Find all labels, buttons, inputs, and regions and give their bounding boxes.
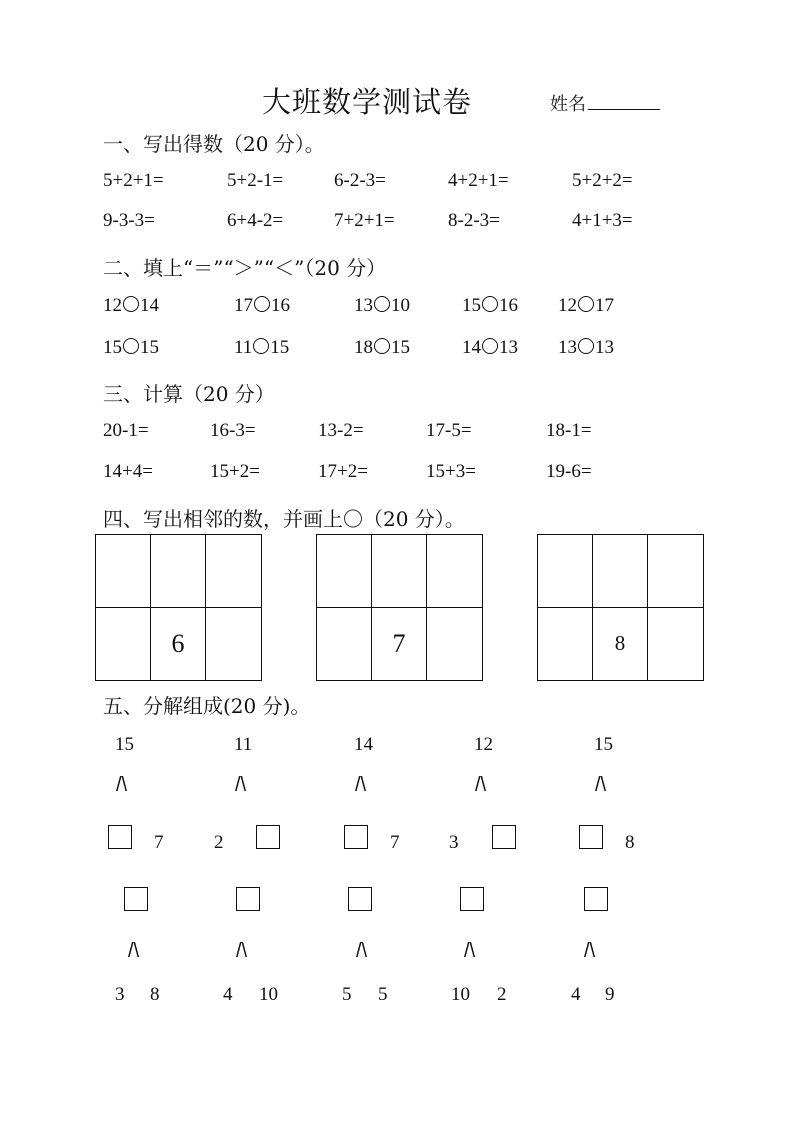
split-branch-icon: /\ [356,940,368,962]
total-number: 12 [474,734,493,755]
section-2-heading: 二、填上“＝”“＞”“＜”（20 分） [103,256,387,280]
compare-item: 13 10 [354,295,410,316]
compare-item: 12 17 [558,295,614,316]
compare-item: 17 16 [234,295,290,316]
grid-cell[interactable] [648,535,703,608]
q3-item: 13-2= [318,420,364,441]
page-title: 大班数学测试卷 [262,85,473,119]
grid-cell-given-number: 8 [593,608,648,681]
answer-box[interactable] [348,887,372,911]
name-blank-line[interactable] [588,93,660,110]
q3-item: 19-6= [546,461,592,482]
grid-cell[interactable] [151,535,206,608]
answer-box[interactable] [236,887,260,911]
blank-circle-icon[interactable] [578,338,594,354]
grid-cell[interactable] [427,535,482,608]
grid-cell[interactable] [317,535,372,608]
grid-cell[interactable] [538,535,593,608]
part-number: 9 [605,984,615,1005]
q3-item: 17+2= [318,461,368,482]
answer-box[interactable] [460,887,484,911]
blank-circle-icon[interactable] [123,338,139,354]
grid-cell[interactable] [317,608,372,681]
part-number: 2 [214,832,224,853]
part-number: 10 [259,984,278,1005]
q3-item: 16-3= [210,420,256,441]
part-number: 3 [449,832,459,853]
section-1-heading: 一、写出得数（20 分）。 [103,132,325,156]
blank-circle-icon[interactable] [374,338,390,354]
q1-item: 6+4-2= [227,210,284,231]
neighbor-grid [95,534,262,681]
blank-circle-icon[interactable] [482,338,498,354]
total-number: 15 [594,734,613,755]
name-field[interactable] [550,90,660,116]
grid-cell-given-number: 6 [151,608,206,681]
split-branch-icon: /\ [464,940,476,962]
part-number: 2 [497,984,507,1005]
neighbor-grid [537,534,704,681]
q1-item: 5+2+2= [572,170,633,191]
part-number: 8 [150,984,160,1005]
blank-circle-icon[interactable] [123,296,139,312]
blank-circle-icon[interactable] [253,338,269,354]
q1-item: 4+1+3= [572,210,633,231]
q3-item: 17-5= [426,420,472,441]
part-number: 3 [115,984,125,1005]
total-number: 11 [234,734,253,755]
section-4-heading: 四、写出相邻的数，并画上〇（20 分）。 [103,507,465,531]
q3-item: 15+2= [210,461,260,482]
grid-cell[interactable] [96,535,151,608]
q1-item: 8-2-3= [448,210,500,231]
split-branch-icon: /\ [595,774,607,796]
q1-item: 4+2+1= [448,170,509,191]
answer-box[interactable] [584,887,608,911]
q3-item: 14+4= [103,461,153,482]
split-branch-icon: /\ [584,940,596,962]
neighbor-grid [316,534,483,681]
grid-cell[interactable] [206,608,261,681]
compare-item: 15 15 [103,337,159,358]
q1-item: 9-3-3= [103,210,155,231]
compare-item: 13 13 [558,337,614,358]
split-branch-icon: /\ [128,940,140,962]
answer-box[interactable] [492,825,516,849]
blank-circle-icon[interactable] [374,296,390,312]
part-number: 7 [390,832,400,853]
split-branch-icon: /\ [475,774,487,796]
q3-item: 20-1= [103,420,149,441]
split-branch-icon: /\ [236,940,248,962]
compare-item: 18 15 [354,337,410,358]
section-3-heading: 三、计算（20 分） [103,382,275,406]
answer-box[interactable] [256,825,280,849]
total-number: 14 [354,734,373,755]
q1-item: 5+2+1= [103,170,164,191]
grid-cell[interactable] [96,608,151,681]
compare-item: 12 14 [103,295,159,316]
total-number: 15 [115,734,134,755]
compare-item: 11 15 [234,337,290,358]
q1-item: 7+2+1= [334,210,395,231]
q1-item: 6-2-3= [334,170,386,191]
q3-item: 15+3= [426,461,476,482]
part-number: 4 [571,984,581,1005]
grid-cell[interactable] [427,608,482,681]
blank-circle-icon[interactable] [482,296,498,312]
part-number: 10 [451,984,470,1005]
part-number: 8 [625,832,635,853]
grid-cell[interactable] [648,608,703,681]
q3-item: 18-1= [546,420,592,441]
split-branch-icon: /\ [116,774,128,796]
grid-cell[interactable] [206,535,261,608]
grid-cell[interactable] [593,535,648,608]
name-label: 姓名 [550,94,586,115]
answer-box[interactable] [344,825,368,849]
answer-box[interactable] [108,825,132,849]
grid-cell[interactable] [538,608,593,681]
grid-cell-given-number: 7 [372,608,427,681]
part-number: 5 [378,984,388,1005]
answer-box[interactable] [124,887,148,911]
compare-item: 14 13 [462,337,518,358]
q1-item: 5+2-1= [227,170,284,191]
blank-circle-icon[interactable] [578,296,594,312]
blank-circle-icon[interactable] [254,296,270,312]
answer-box[interactable] [579,825,603,849]
part-number: 7 [154,832,164,853]
part-number: 5 [342,984,352,1005]
split-branch-icon: /\ [355,774,367,796]
section-5-heading: 五、分解组成(20 分)。 [103,694,311,718]
split-branch-icon: /\ [235,774,247,796]
grid-cell[interactable] [372,535,427,608]
part-number: 4 [223,984,233,1005]
compare-item: 15 16 [462,295,518,316]
